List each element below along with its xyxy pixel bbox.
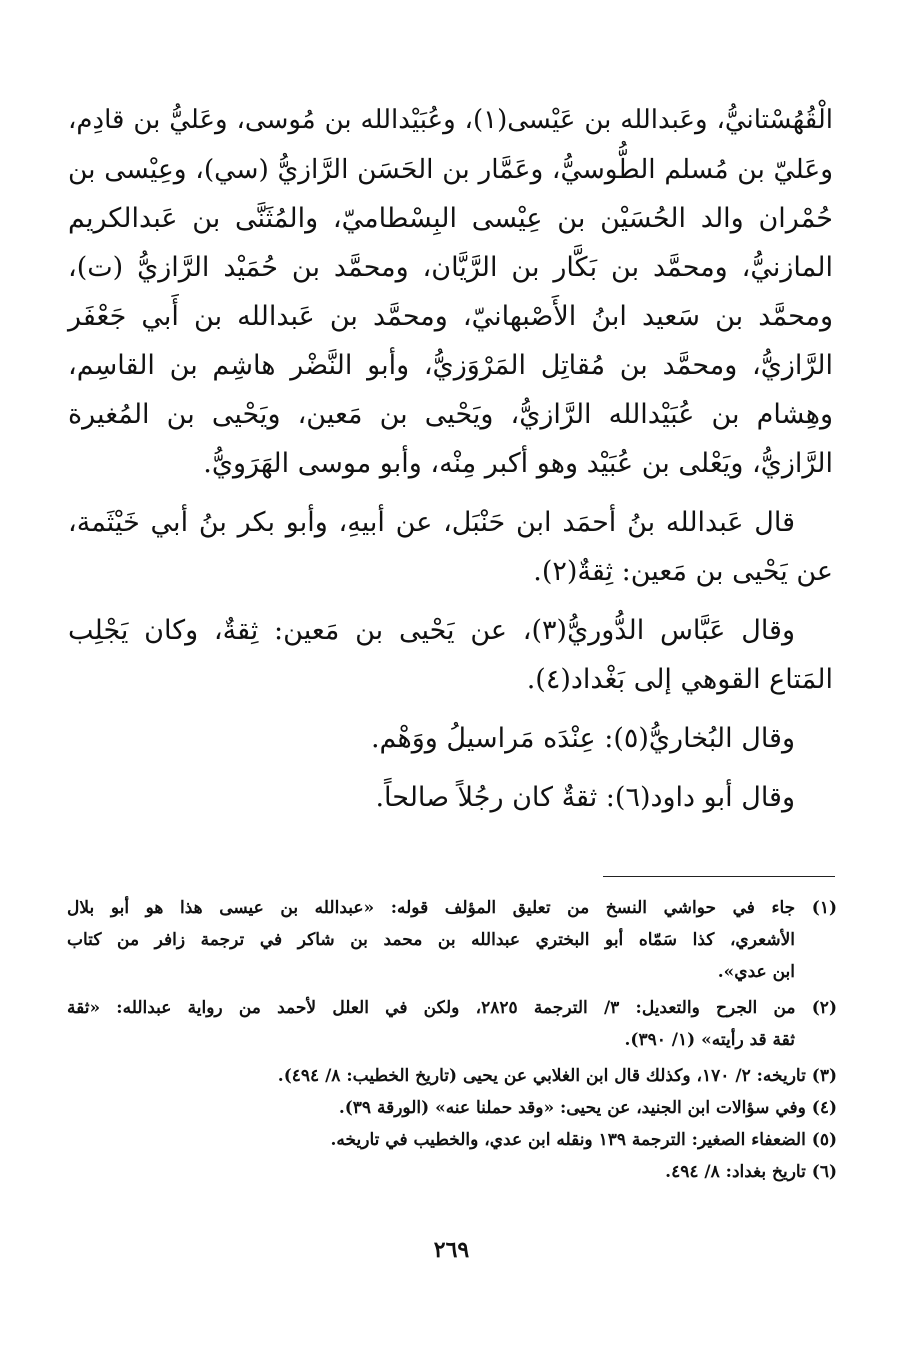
footnote-line: (٢) من الجرح والتعديل: ٣/ الترجمة ٢٨٢٥، ولكن في العلل لأحمد من رواية عبدالله: «ثقة	[67, 998, 837, 1018]
paragraph-line: عن يَحْيى بن مَعين: ثِقةٌ(٢).	[533, 556, 833, 587]
paragraph-gap	[68, 596, 833, 606]
main-line: الرَّازيُّ، ويَعْلى بن عُبَيْد وهو أكبر مِنْه، وأبو موسى الهَرَويُّ.	[203, 448, 833, 479]
footnote-line: ثقة قد رأيته» (١/ ٣٩٠).	[624, 1030, 795, 1050]
footnote-line: (٣) تاريخه: ٢/ ١٧٠، وكذلك قال ابن الغلابي عن يحيى (تاريخ الخطيب: ٨/ ٤٩٤).	[277, 1066, 837, 1086]
paragraph-line: قال عَبدالله بنُ أحمَد ابن حَنْبَل، عن أبيهِ، وأبو بكر بنُ أبي خَيْثَمة،	[68, 507, 795, 538]
paragraph-gap	[68, 704, 833, 714]
footnotes	[67, 892, 837, 1188]
footnote-separator	[603, 876, 835, 877]
footnote-line: (١) جاء في حواشي النسخ من تعليق المؤلف قوله: «عبدالله بن عيسى هذا هو أبو بلال	[67, 898, 837, 918]
paragraph-line: وقال أبو داود(٦): ثقةٌ كان رجُلاً صالحاً.	[375, 782, 795, 813]
main-line: وعَليّ بن مُسلم الطُّوسيُّ، وعَمَّار بن الحَسَن الرَّازيُّ (سي)، وعِيْسى بن	[68, 154, 833, 185]
paragraph-gap	[68, 763, 833, 773]
main-line: وهِشام بن عُبَيْدالله الرَّازيُّ، ويَحْيى بن مَعين، ويَحْيى بن المُغيرة	[68, 399, 833, 430]
paragraph-gap	[68, 488, 833, 498]
main-line: الْقُهُسْتانيُّ، وعَبدالله بن عَيْسى(١)، وعُبَيْدالله بن مُوسى، وعَليُّ بن قادِم،	[68, 105, 833, 135]
footnote-line: (٦) تاريخ بغداد: ٨/ ٤٩٤.	[665, 1162, 837, 1182]
main-line: ومحمَّد بن سَعيد ابنُ الأَصْبهانيّ، ومحمَّد بن عَبدالله بن أَبي جَعْفَر	[68, 301, 833, 332]
footnote-line: (٥) الضعفاء الصغير: الترجمة ١٣٩ ونقله ابن عدي، والخطيب في تاريخه.	[330, 1130, 837, 1150]
paragraph-line: وقال البُخاريُّ(٥): عِنْدَه مَراسيلُ ووَهْم.	[370, 723, 795, 754]
main-line: حُمْران والد الحُسَيْن بن عِيْسى البِسْطاميّ، والمُثَنَّى بن عَبدالكريم	[68, 203, 833, 234]
paragraph-line: المَتاع القوهي إلى بَغْداد(٤).	[526, 664, 833, 695]
paragraph-line: وقال عَبَّاس الدُّوريُّ(٣)، عن يَحْيى بن مَعين: ثِقةٌ، وكان يَجْلِب	[68, 615, 795, 646]
main-line: الرَّازيُّ، ومحمَّد بن مُقاتِل المَرْوَزيُّ، وأبو النَّضْر هاشِم بن القاسِم،	[68, 350, 833, 381]
footnote-line: ابن عدي».	[717, 962, 795, 982]
main-text	[68, 96, 833, 822]
main-line: المازنيُّ، ومحمَّد بن بَكَّار بن الرَّيَّان، ومحمَّد بن حُمَيْد الرَّازيُّ (ت)،	[68, 252, 833, 283]
footnote-line: الأشعري، كذا سَمّاه أبو البختري عبدالله بن محمد بن شاكر في ترجمة زافر من كتاب	[67, 930, 795, 950]
page-number: ٢٦٩	[433, 1237, 470, 1263]
footnote-line: (٤) وفي سؤالات ابن الجنيد، عن يحيى: «وقد حملنا عنه» (الورقة ٣٩).	[338, 1098, 837, 1118]
